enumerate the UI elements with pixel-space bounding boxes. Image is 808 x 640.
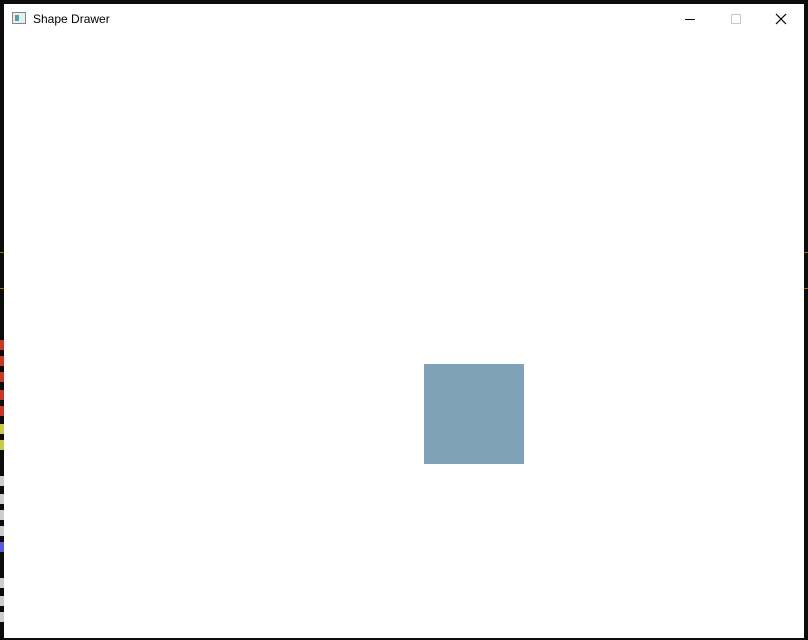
minimize-button[interactable] bbox=[667, 4, 713, 34]
drawn-square-shape[interactable] bbox=[424, 364, 524, 464]
window-title: Shape Drawer bbox=[33, 12, 110, 26]
close-icon bbox=[758, 4, 804, 34]
drawing-canvas[interactable] bbox=[4, 34, 804, 638]
maximize-icon bbox=[713, 4, 759, 34]
maximize-button[interactable] bbox=[713, 4, 759, 34]
shape-drawer-window bbox=[4, 4, 804, 638]
app-window-icon[interactable] bbox=[12, 12, 26, 24]
close-button[interactable] bbox=[758, 4, 804, 34]
minimize-icon bbox=[667, 4, 713, 34]
title-bar[interactable] bbox=[4, 4, 804, 34]
